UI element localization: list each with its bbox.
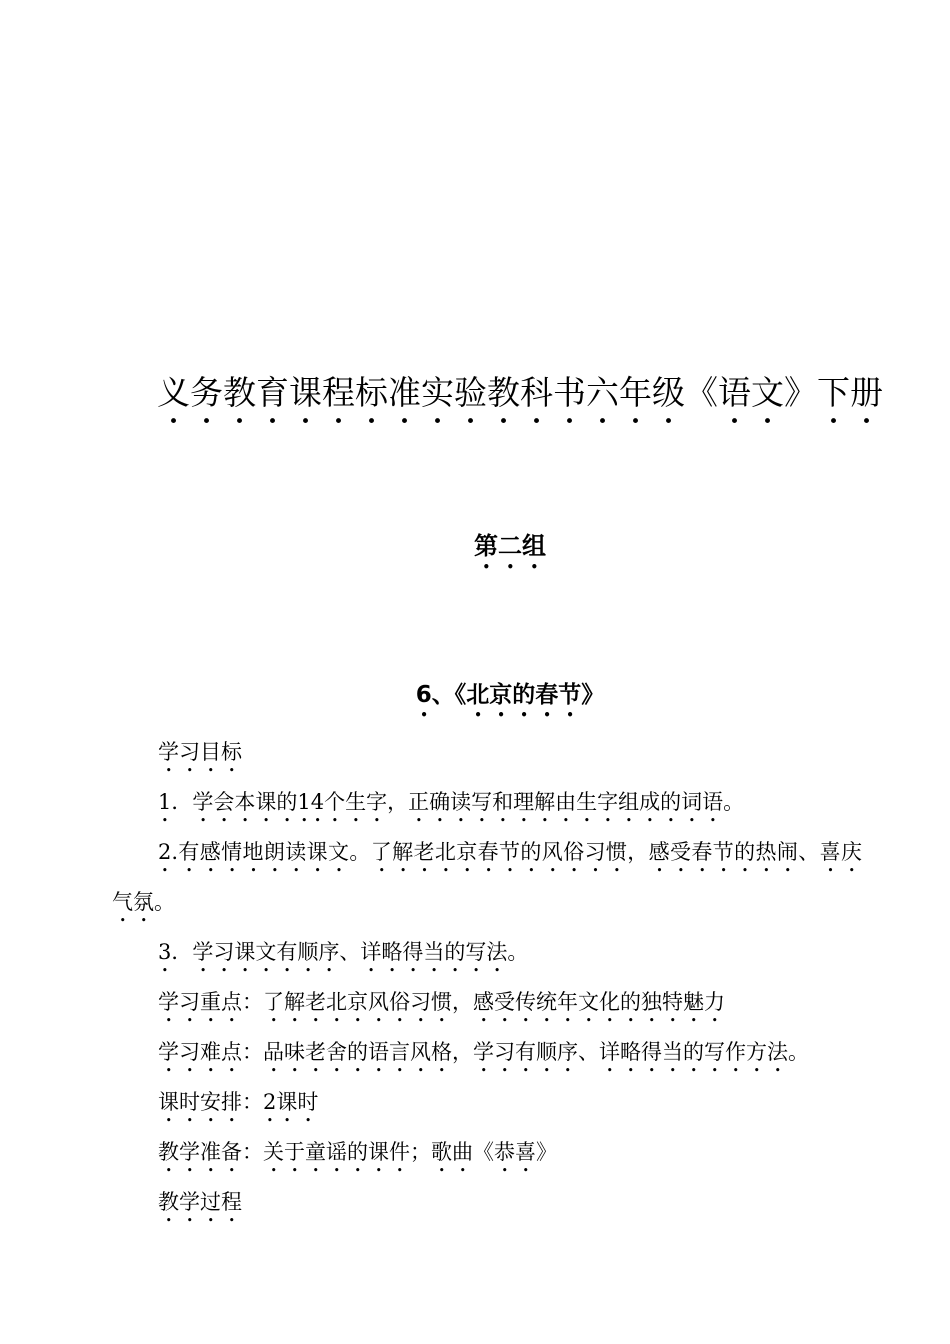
paragraph-preparation: 教学准备：关于童谣的课件；歌曲《恭喜》: [158, 1140, 557, 1164]
lesson-title: 6、《北京的春节》: [415, 682, 605, 708]
paragraph-learning-goals: 学习目标: [158, 740, 242, 764]
paragraph-process: 教学过程: [158, 1190, 242, 1214]
paragraph-goal-1: 1．学会本课的14个生字，正确读写和理解由生字组成的词语。: [158, 790, 745, 814]
lesson-body: [112, 727, 862, 1227]
paragraph-goal-3: 3．学习课文有顺序、详略得当的写法。: [158, 940, 529, 964]
paragraph-key-points: 学习重点：了解老北京风俗习惯，感受传统年文化的独特魅力: [158, 990, 725, 1014]
paragraph-goal-2: 2.有感情地朗读课文。了解老北京春节的风俗习惯，感受春节的热闹、喜庆气氛。: [112, 840, 862, 914]
main-title: 义务教育课程标准实验教科书六年级《语文》下册: [157, 373, 883, 412]
paragraph-difficulties: 学习难点：品味老舍的语言风格，学习有顺序、详略得当的写作方法。: [158, 1040, 809, 1064]
group-title: 第二组: [474, 532, 546, 560]
paragraph-schedule: 课时安排：2课时: [158, 1090, 319, 1114]
